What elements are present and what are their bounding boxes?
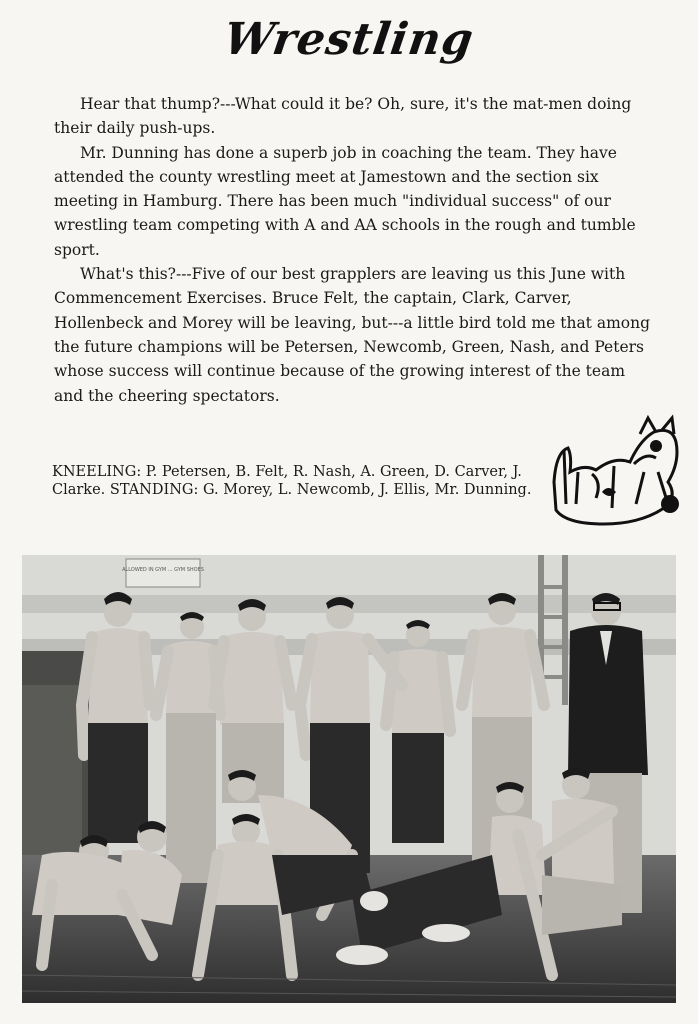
bulldog-mascot-drawing — [544, 412, 684, 532]
paragraph-3: What's this?---Five of our best grapplers are leaving us this June with Commencement Exercises. Bruce Felt, the captain, Clark, Carver, Hollenbeck and Morey will be leaving, but---a little bird told me that among the future champions will be Petersen, Newcomb, Green, Nash, and Peters whose success will continue because of the growing interest of the team and the cheering spectators. — [54, 265, 651, 405]
photo-caption: KNEELING: P. Petersen, B. Felt, R. Nash, A. Green, D. Carver, J. Clarke. STANDING: G. Morey, L. Newcomb, J. Ellis, Mr. Dunning. — [52, 464, 532, 498]
article-body — [54, 92, 654, 408]
page-title: Wrestling — [220, 14, 478, 65]
team-photo — [22, 555, 676, 1003]
paragraph-1: Hear that thump?---What could it be? Oh, sure, it's the mat-men doing their daily push-ups. — [54, 95, 632, 138]
paragraph-2: Mr. Dunning has done a superb job in coaching the team. They have attended the county wrestling meet at Jamestown and the section six meeting in Hamburg. There has been much "individual success" of our wrestling team competing with A and AA schools in the rough and tumble sport. — [54, 143, 636, 259]
wall-sign-text: ALLOWED IN GYM ... GYM SHOES — [122, 567, 204, 573]
